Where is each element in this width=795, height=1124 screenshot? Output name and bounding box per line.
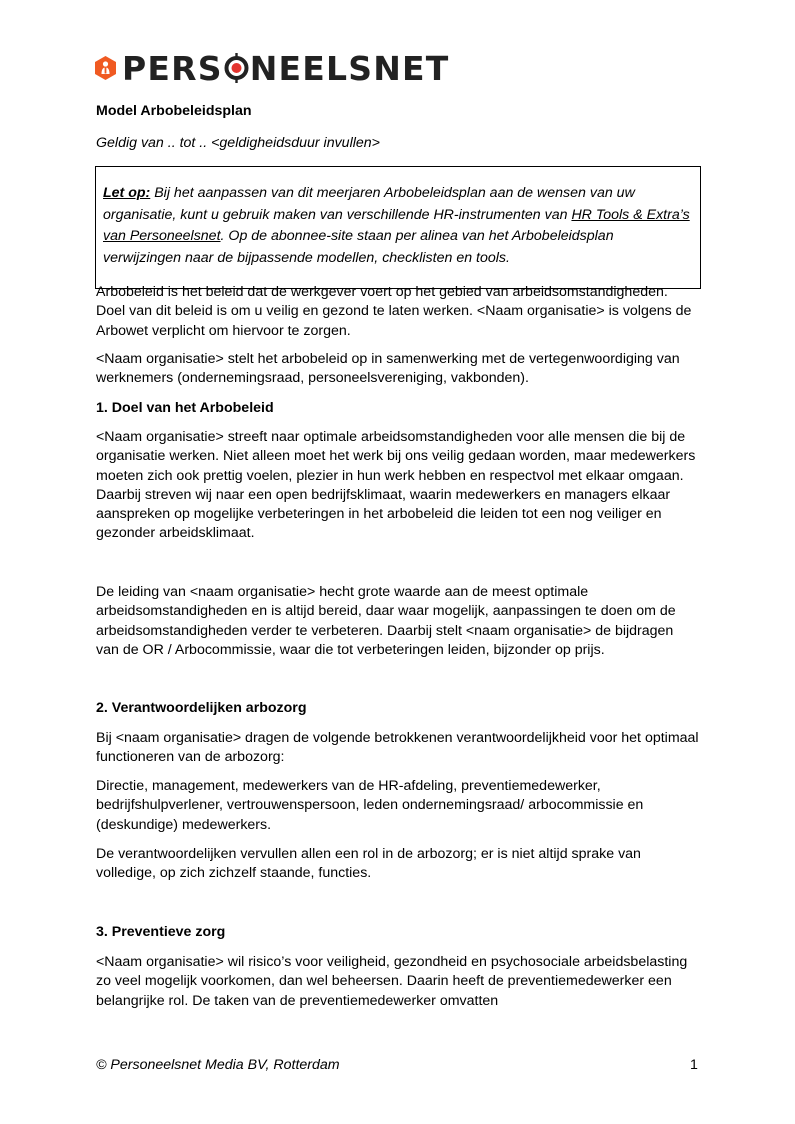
validity-line: Geldig van .. tot .. <geldigheidsduur invullen> (96, 135, 380, 151)
hr-tools-link[interactable]: HR Tools & Extra’s van Personeelsnet (103, 206, 690, 244)
page-number: 1 (690, 1057, 698, 1073)
target-icon (224, 53, 249, 83)
notice-text-2: . Op de abonnee-site staan per alinea van het Arbobeleidsplan verwijzingen naar de bijpassende modellen, checklisten en tools. (103, 228, 614, 266)
personeelsnet-logo (95, 49, 450, 87)
section-2-paragraph-2: Directie, management, medewerkers van de HR-afdeling, preventiemedewerker, bedrijfshulpverlener, vertrouwenspersoon, leden ondernemingsraad/ arbocommissie en (deskundige) medewerkers. (96, 778, 644, 833)
logo-wordmark (122, 48, 450, 88)
section-3-heading: 3. Preventieve zorg (96, 924, 226, 940)
section-2-heading: 2. Verantwoordelijken arbozorg (96, 700, 307, 716)
person-hexagon-icon (95, 56, 116, 80)
section-3-paragraph-1: <Naam organisatie> wil risico’s voor veiligheid, gezondheid en psychosociale arbeidsbelasting zo veel mogelijk voorkomen, dan wel beheersen. Daarin heeft de preventiemedewerker een belangrijke rol. De taken van de preventiemedewerker omvatten (96, 954, 688, 1009)
intro-paragraph-1: Arbobeleid is het beleid dat de werkgever voert op het gebied van arbeidsomstandigheden. Doel van dit beleid is om u veilig en gezond te laten werken. <Naam organisatie> is volgens de Arbowet verplicht om hiervoor te zorgen. (96, 284, 692, 339)
intro-paragraph-2: <Naam organisatie> stelt het arbobeleid op in samenwerking met de vertegenwoordiging van werknemers (ondernemingsraad, personeelsvereniging, vakbonden). (96, 351, 680, 387)
logo-text-mid: ERS (147, 48, 223, 88)
section-2-paragraph-3: De verantwoordelijken vervullen allen een rol in de arbozorg; er is niet altijd sprake van volledige, op zich zichzelf staande, functies. (96, 846, 641, 882)
document-title: Model Arbobeleidsplan (96, 103, 252, 119)
notice-box (95, 166, 701, 289)
section-1-paragraph-1: <Naam organisatie> streeft naar optimale arbeidsomstandigheden voor alle mensen die bij de organisatie werken. Niet alleen moet het werk bij ons veilig gedaan worden, maar medewerkers moeten zich ook prettig voelen, plezier in hun werk hebben en respectvol met elkaar omgaan. Daarbij streven wij naar een open bedrijfsklimaat, waarin medewerkers en managers elkaar aanspreken op mogelijke verbeteringen in het arbobeleid die leiden tot een nog veiliger en gezonder arbeidsklimaat. (96, 429, 696, 542)
logo-text-start: P (122, 48, 148, 88)
logo-text-end: NEELSNET (249, 48, 450, 88)
section-1-heading: 1. Doel van het Arbobeleid (96, 400, 274, 416)
section-1-paragraph-2: De leiding van <naam organisatie> hecht grote waarde aan de meest optimale arbeidsomstandigheden en is altijd bereid, daar waar mogelijk, aanpassingen te doen om de arbeidsomstandigheden verder te verbeteren. Daarbij stelt <naam organisatie> de bijdragen van de OR / Arbocommissie, waar die tot verbeteringen leiden, bijzonder op prijs. (96, 584, 676, 658)
section-2-paragraph-1: Bij <naam organisatie> dragen de volgende betrokkenen verantwoordelijkheid voor het optimaal functioneren van de arbozorg: (96, 730, 699, 766)
notice-label: Let op: (103, 185, 151, 201)
notice-text-1: Bij het aanpassen van dit meerjaren Arbobeleidsplan aan de wensen van uw organisatie, kunt u gebruik maken van verschillende HR-instrumenten van (103, 185, 635, 223)
footer-copyright: © Personeelsnet Media BV, Rotterdam (96, 1057, 340, 1073)
